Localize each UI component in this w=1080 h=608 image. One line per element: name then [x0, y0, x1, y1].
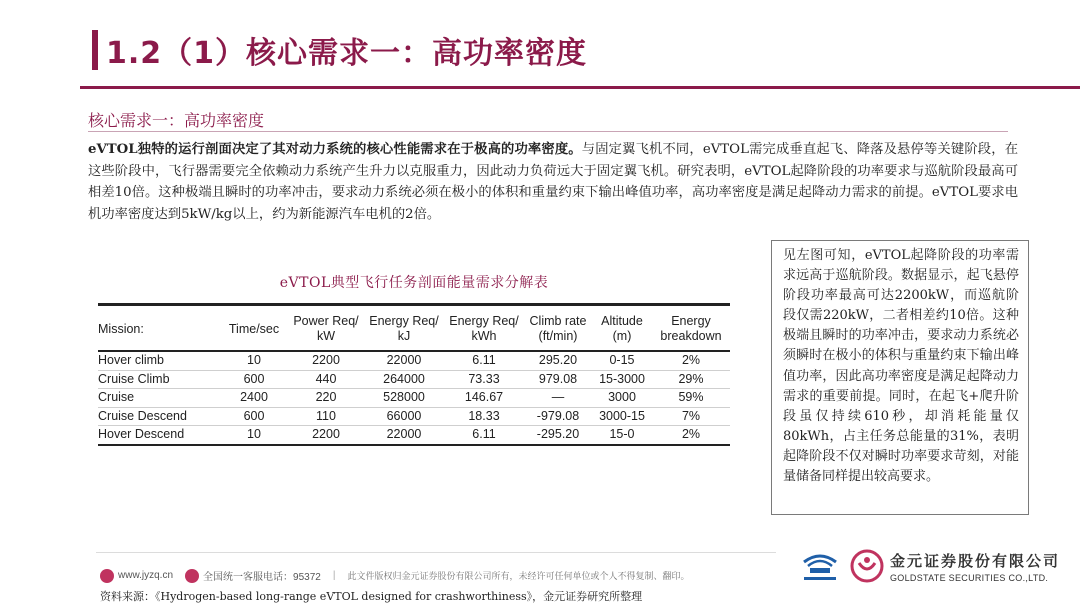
table-cell: 2400 — [220, 389, 288, 408]
table-row — [98, 407, 730, 426]
col-header-power: Power Req/ kW — [293, 314, 359, 343]
table-cell: 264000 — [364, 370, 444, 389]
intro-body-text: 与固定翼飞机不同，eVTOL需完成垂直起飞、降落及悬停等关键阶段，在这些阶段中，飞行器需要完全依赖动力系统产生升力以克服重力，因此动力负荷远大于固定翼飞机。研究表明，eVTOL起降阶段的功率要求与巡航阶段最高可相差10倍。这种极端且瞬时的功率冲击，要求动力系统必须在极小的体积和重量约束下输出峰值功率，高功率密度是满足起降动力需求的前提。eVTOL要求电机功率密度达到5kW/kg以上，约为新能源汽车电机的2倍。 — [88, 142, 1018, 222]
col-header-energy-kwh: Energy Req/ kWh — [449, 314, 519, 343]
table-cell: 22000 — [386, 427, 422, 441]
brand-text — [890, 550, 1060, 583]
table-cell: 2200 — [312, 427, 340, 441]
table-cell: 15-3000 — [592, 370, 652, 389]
table-cell: -979.08 — [524, 407, 592, 426]
table-cell: 528000 — [364, 389, 444, 408]
table-cell: 2200 — [288, 352, 364, 370]
footer-website-text: www.jyzq.cn — [118, 570, 174, 581]
table-cell: 18.33 — [444, 407, 524, 426]
table-cell: 2% — [652, 352, 730, 370]
footer-website[interactable] — [100, 569, 173, 583]
table-cell: 2% — [681, 427, 701, 441]
table-cell: 66000 — [364, 407, 444, 426]
title-bar — [0, 0, 1080, 92]
side-note-box: 见左图可知，eVTOL起降阶段的功率需求远高于巡航阶段。数据显示，起飞悬停阶段功率最高可达2200kW，而巡航阶段仅需220kW，二者相差约10倍。这种极端且瞬时的功率冲击，要求动力系统必须瞬时在极小的体积与重量约束下输出峰值功率，因此高功率密度是满足起降动力需求的重要前提。同时，在起飞+爬升阶段虽仅持续610秒，却消耗能量仅80kWh，占主任务总能量的31%，表明起降阶段不仅对瞬时功率要求苛刻，对能量储备同样提出较高要求。 — [771, 240, 1029, 515]
table-cell: 10 — [247, 427, 261, 441]
title-accent-bar — [92, 30, 98, 70]
table-cell: 7% — [652, 407, 730, 426]
intro-paragraph — [88, 139, 1018, 225]
table-cell: 29% — [652, 370, 730, 389]
table-cell: 59% — [652, 389, 730, 408]
table-cell: Cruise Descend — [98, 407, 220, 426]
footer-copyright-notice: 此文件版权归金元证券股份有限公司所有，未经许可任何单位或个人不得复制、翻印。 — [347, 571, 690, 581]
table-cell: Hover Descend — [98, 427, 185, 441]
table-row — [98, 389, 730, 408]
table-header-row — [98, 306, 730, 350]
footer-divider — [96, 552, 776, 553]
brand-name-cn: 金元证券股份有限公司 — [890, 551, 1061, 570]
col-header-altitude: Altitude (m) — [601, 314, 643, 343]
table-cell: — — [524, 389, 592, 408]
col-header-climb-rate: Climb rate (ft/min) — [529, 314, 587, 343]
brand-name-en: GOLDSTATE SECURITIES CO.,LTD. — [890, 572, 1049, 583]
table-cell: 15-0 — [609, 427, 635, 441]
table-row — [98, 352, 730, 370]
table-cell: 220 — [288, 389, 364, 408]
table-bottom-rule — [98, 444, 730, 446]
col-header-time: Time/sec — [228, 321, 280, 336]
table-cell: Hover climb — [98, 352, 220, 370]
footer-hotline — [185, 568, 321, 583]
table-cell: 146.67 — [444, 389, 524, 408]
section-divider — [88, 131, 1008, 132]
footer-bar — [100, 568, 689, 583]
page-title: 1.2（1）核心需求一：高功率密度 — [106, 36, 588, 71]
table-cell: 295.20 — [524, 352, 592, 370]
intro-bold-text: eVTOL独特的运行剖面决定了其对动力系统的核心性能需求在于极高的功率密度。 — [88, 142, 582, 157]
table-cell: 0-15 — [592, 352, 652, 370]
table-row — [98, 426, 730, 444]
goldstate-logo-icon — [850, 549, 884, 583]
brand-logo-block — [800, 548, 1060, 584]
table-cell: 979.08 — [524, 370, 592, 389]
table-cell: 6.11 — [444, 352, 524, 370]
table-row — [98, 370, 730, 389]
title-divider — [80, 86, 1080, 89]
exchange-member-logo-icon — [800, 548, 840, 584]
source-note: 资料来源：《Hydrogen-based long-range eVTOL designed for crashworthiness》，金元证券研究所整理 — [100, 590, 643, 603]
table-cell: 600 — [220, 407, 288, 426]
energy-table-grid — [98, 306, 730, 444]
col-header-mission: Mission: — [98, 321, 144, 336]
energy-table — [98, 303, 730, 446]
col-header-energy-breakdown: Energy breakdown — [660, 314, 722, 343]
table-cell: 110 — [288, 407, 364, 426]
table-cell: 22000 — [364, 352, 444, 370]
table-cell: 600 — [220, 370, 288, 389]
table-cell: 440 — [288, 370, 364, 389]
table-cell: 3000 — [592, 389, 652, 408]
table-cell: Cruise Climb — [98, 370, 220, 389]
table-cell: 3000-15 — [592, 407, 652, 426]
globe-icon — [100, 569, 114, 583]
section-heading: 核心需求一：高功率密度 — [88, 111, 265, 130]
table-cell: 10 — [220, 352, 288, 370]
table-cell: 73.33 — [444, 370, 524, 389]
footer-hotline-text: 全国统一客服电话：95372 — [203, 572, 321, 583]
col-header-energy-kj: Energy Req/ kJ — [369, 314, 439, 343]
table-cell: 6.11 — [472, 427, 496, 441]
footer-separator: | — [332, 570, 336, 581]
table-caption: eVTOL典型飞行任务剖面能量需求分解表 — [279, 275, 549, 291]
table-cell: -295.20 — [536, 427, 580, 441]
phone-icon — [185, 569, 199, 583]
table-cell: Cruise — [98, 389, 220, 408]
